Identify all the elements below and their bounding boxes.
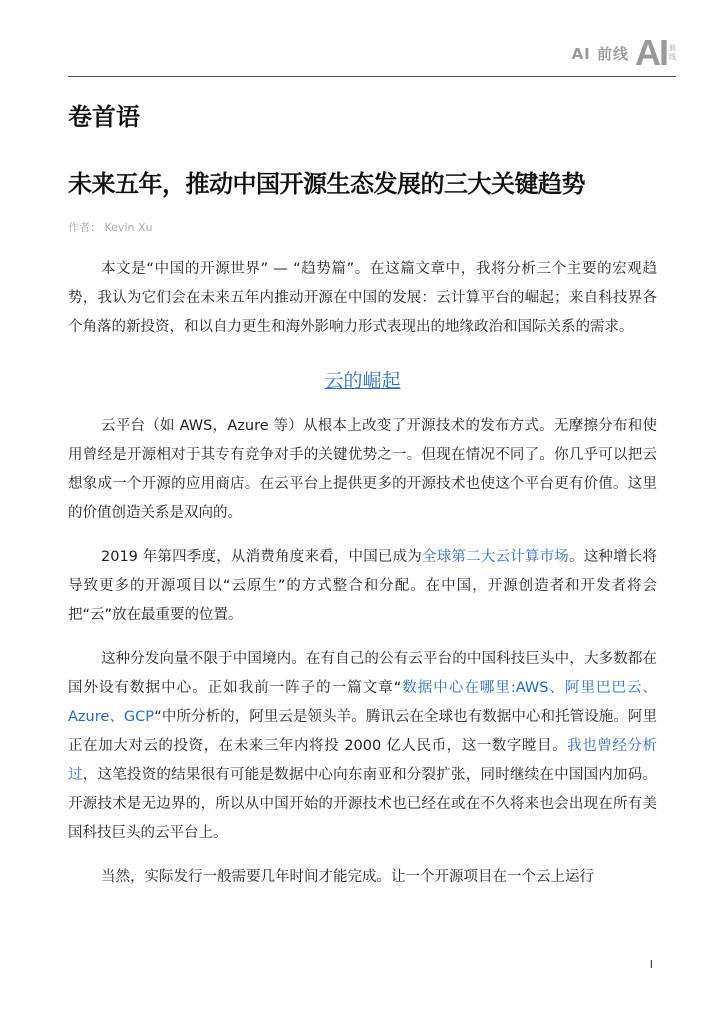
text-segment: 这种分发向量不限于中国境内。在有自己的公有云平台的中国科技巨头中，大多数都在国外设有数据中心。正如我前一阵子的一篇文章“ bbox=[68, 651, 657, 696]
logo-small-text bbox=[669, 44, 676, 62]
header-divider bbox=[68, 76, 676, 77]
article-title: 未来五年，推动中国开源生态发展的三大关键趋势 bbox=[68, 170, 585, 198]
section-label: 卷首语 bbox=[68, 103, 140, 131]
logo-small-1: 前 bbox=[669, 44, 676, 52]
logo-mark: AI bbox=[635, 32, 667, 73]
paragraph-intro: 本文是“中国的开源世界” — “趋势篇”。在这篇文章中，我将分析三个主要的宏观趋势，我认为它们会在未来五年内推动开源在中国的发展：云计算平台的崛起；来自科技界各个角落的新投资，和以自力更生和海外影响力形式表现出的地缘政治和国际关系的需求。 bbox=[68, 261, 657, 335]
paragraph-cloud-platforms: 云平台（如 AWS，Azure 等）从根本上改变了开源技术的发布方式。无摩擦分布和使用曾经是开源相对于其专有竞争对手的关键优势之一。但现在情况不同了。你几乎可以把云想象成一个开源的应用商店。在云平台上提供更多的开源技术也使这个平台更有价值。这里的价值创造关系是双向的。 bbox=[68, 418, 657, 521]
logo-small-2: 线 bbox=[669, 53, 676, 61]
text-segment: “中所分析的，阿里云是领头羊。腾讯云在全球也有数据中心和托管设施。阿里正在加大对云的投资，在未来三年内将投 2000 亿人民币，这一数字瞠目。 bbox=[68, 709, 657, 754]
subheading-cloud-rise[interactable]: 云的崛起 bbox=[324, 370, 401, 392]
logo-text: AI 前线 bbox=[571, 44, 629, 63]
link-datacenter-article[interactable]: 数据中心在哪里:AWS、阿里巴巴云、Azure、GCP bbox=[68, 680, 657, 725]
paragraph-release: 当然，实际发行一般需要几年时间才能完成。让一个开源项目在一个云上运行 bbox=[101, 869, 594, 885]
text-segment: 2019 年第四季度，从消费角度来看，中国已成为 bbox=[101, 549, 422, 565]
header-logo bbox=[571, 32, 676, 73]
page-number: I bbox=[649, 958, 653, 971]
link-analysis[interactable]: 我也曾经分析过 bbox=[68, 738, 657, 783]
paragraph-distribution bbox=[68, 645, 657, 848]
author-line: 作者： Kevin Xu bbox=[68, 221, 153, 234]
link-global-cloud-market[interactable]: 全球第二大云计算市场 bbox=[422, 549, 569, 565]
text-segment: ，这笔投资的结果很有可能是数据中心向东南亚和分裂扩张，同时继续在中国国内加码。开源技术是无边界的，所以从中国开始的开源技术也已经在或在不久将来也会出现在所有美国科技巨头的云平台上。 bbox=[68, 767, 658, 841]
article-body bbox=[68, 255, 657, 892]
paragraph-cloud-market bbox=[68, 543, 657, 630]
text-segment: 。这种增长将导致更多的开源项目以“云原生”的方式整合和分配。在中国，开源创造者和开发者将会把“云”放在最重要的位置。 bbox=[68, 549, 657, 623]
